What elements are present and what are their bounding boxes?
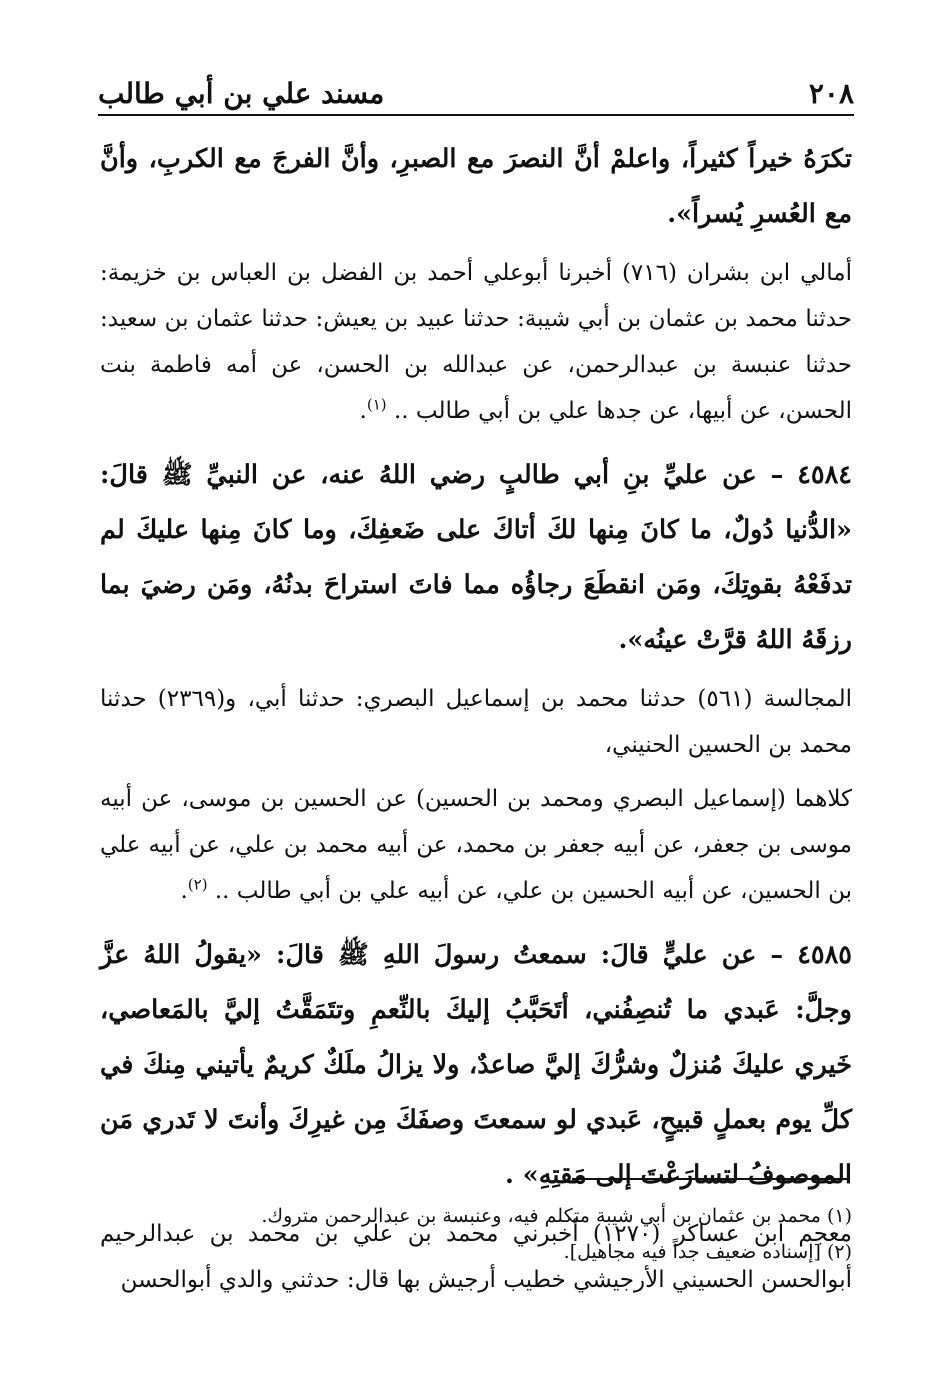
footnote-2: (٢) [إسناده ضعيف جداً فيه مجاهيل]. xyxy=(563,1241,852,1263)
footnote-ref: (٢) xyxy=(187,875,208,894)
hadith-continuation: تكرَهُ خيراً كثيراً، واعلمْ أنَّ النصرَ مع الصبرِ، وأنَّ الفرجَ مع الكربِ، وأنَّ مع العُسرِ يُسراً». xyxy=(100,144,852,229)
footnote-divider xyxy=(572,1178,848,1180)
footnotes xyxy=(100,1198,852,1270)
source-paragraph: كلاهما (إسماعيل البصري ومحمد بن الحسين) عن الحسين بن موسى، عن أبيه موسى بن جعفر، عن أبيه جعفر بن محمد، عن أبيه محمد بن علي، عن أبيه علي بن الحسين، عن أبيه الحسين بن علي، عن أبيه علي بن أبي طالب .. $^{(٢)}$. xyxy=(100,786,852,904)
source-paragraph: معجم ابن عساكر (١٢٧٠) أخبرني محمد بن علي بن محمد بن عبدالرحيم أبوالحسن الحسيني الأرجيشي خطيب أرجيش بها قال: حدثني والدي أبوالحسن xyxy=(100,1221,853,1293)
running-title: مسند علي بن أبي طالب xyxy=(98,77,385,110)
footnote-1: (١) محمد بن عثمان بن أبي شيبة متكلم فيه، وعنبسة بن عبدالرحمن متروك. xyxy=(261,1205,852,1227)
hadith-4585: ٤٥٨٥ – عن عليٍّ قالَ: سمعتُ رسولَ اللهِ ﷺ قالَ: «يقولُ اللهُ عزَّ وجلَّ: عَبدي ما تُنصِفُني، أتَحَبَّبُ إليكَ بالنِّعمِ وتتَمَقَّتُ إليَّ بالمَعاصي، خَيري عليكَ مُنزلٌ وشرُّكَ إليَّ صاعدٌ، ولا يزالُ ملَكٌ كريمٌ يأتيني مِنكَ في كلِّ يوم بعملٍ قبيحٍ، عَبدي لو سمعتَ وصفَكَ مِن غيرِكَ وأنتَ لا تَدري مَن الموصوفُ لتسارَعْتَ إلى مَقتِهِ» . xyxy=(100,940,852,1190)
hadith-number: ٤٥٨٥ xyxy=(797,940,852,970)
hadith-number: ٤٥٨٤ xyxy=(797,460,852,490)
footnote-ref: (١) xyxy=(366,395,387,414)
hadith-4584: ٤٥٨٤ – عن عليِّ بنِ أبي طالبٍ رضي اللهُ عنه، عن النبيِّ ﷺ قالَ: «الدُّنيا دُولٌ، ما كانَ مِنها لكَ أتاكَ على ضَعفِكَ، وما كانَ مِنها عليكَ لم تدفَعْهُ بقوتِكَ، ومَن انقطَعَ رجاؤُه مما فاتَ استراحَ بدنُهُ، ومَن رضيَ بما رزقَهُ اللهُ قرَّتْ عينُه». xyxy=(100,460,852,655)
source-paragraph: المجالسة (٥٦١) حدثنا محمد بن إسماعيل البصري: حدثنا أبي، و(٢٣٦٩) حدثنا محمد بن الحسين الحنيني، xyxy=(100,686,852,758)
page-header xyxy=(98,70,854,116)
page-body xyxy=(100,132,852,1303)
page-number: ٢٠٨ xyxy=(808,77,854,110)
source-paragraph: أمالي ابن بشران (٧١٦) أخبرنا أبوعلي أحمد بن الفضل بن العباس بن خزيمة: حدثنا محمد بن عثمان بن أبي شيبة: حدثنا عبيد بن يعيش: حدثنا عثمان بن سعيد: حدثنا عنبسة بن عبدالرحمن، عن عبدالله بن الحسن، عن أمه فاطمة بنت الحسن، عن أبيها، عن جدها علي بن أبي طالب .. $^{(١)}$. xyxy=(100,260,852,424)
